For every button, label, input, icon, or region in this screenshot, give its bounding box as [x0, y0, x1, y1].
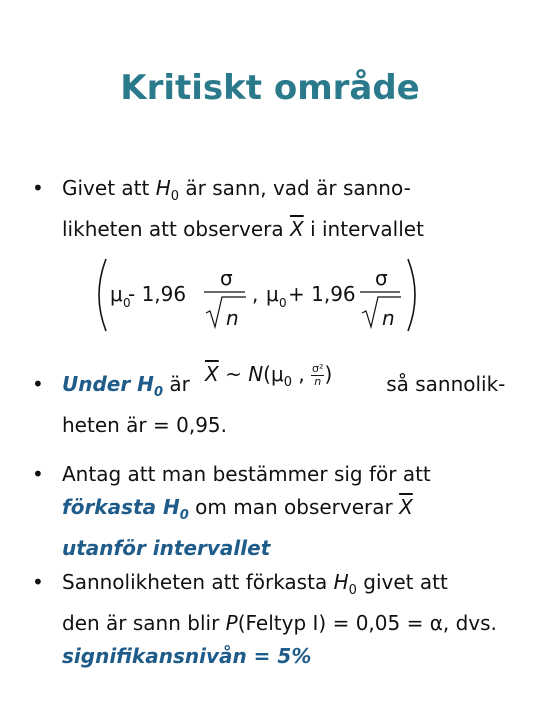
h-symbol: H [333, 570, 349, 594]
n-symbol: n [382, 306, 395, 330]
bullet-dot: • [32, 176, 44, 200]
bullet-3 [32, 458, 532, 565]
mu-subscript: 0 [123, 296, 131, 310]
text: likheten att observera [62, 217, 291, 241]
mu-symbol: μ [266, 282, 279, 306]
xbar-symbol: $\overline{X}$ [290, 217, 304, 241]
h-subscript: 0 [179, 508, 189, 523]
bullet-dot: • [32, 372, 44, 396]
significance-level-label: signifikansnivån = 5% [62, 644, 312, 668]
distribution-expression [205, 362, 332, 390]
xbar-symbol: $\overline{X}$ [205, 362, 219, 386]
p-symbol: P [225, 611, 238, 635]
text: givet att [356, 570, 448, 594]
text: om man observerar [188, 495, 400, 519]
h-subscript: 0 [348, 583, 357, 598]
minus-term: - 1,96 [128, 282, 187, 306]
bullet-4 [32, 566, 532, 673]
normal-symbol: N [248, 362, 264, 386]
n-symbol: n [314, 375, 322, 388]
comma: , [291, 362, 305, 386]
left-paren [99, 259, 106, 331]
variance-fraction [311, 363, 324, 388]
n-symbol: n [226, 306, 239, 330]
xbar-symbol: $\overline{X}$ [399, 495, 413, 519]
mu-subscript: 0 [279, 296, 287, 310]
text: den är sann blir [62, 611, 226, 635]
mu-symbol: (μ [263, 362, 284, 386]
text: (Feltyp I) = 0,05 = α, dvs. [237, 611, 497, 635]
slide-title: Kritiskt område [120, 68, 420, 108]
sigma-squared: σ² [312, 362, 324, 375]
h-subscript: 0 [170, 189, 180, 204]
sigma-symbol: σ [220, 266, 233, 290]
text: är [162, 372, 190, 396]
text: Antag att man bestämmer sig för att [62, 462, 431, 486]
text: i intervallet [303, 217, 424, 241]
interval-formula [92, 255, 422, 335]
text: Sannolikheten att förkasta [62, 570, 334, 594]
under-h0-label: Under H [62, 372, 154, 396]
mu-symbol: μ [110, 282, 123, 306]
bullet-1 [32, 172, 532, 246]
sigma-symbol: σ [375, 266, 388, 290]
tilde: ~ [225, 362, 242, 386]
text: så sannolik- [386, 372, 506, 396]
outside-interval-label: utanför intervallet [62, 536, 271, 560]
plus-term: + 1,96 [288, 282, 356, 306]
text: heten är = 0,95. [62, 413, 227, 437]
text: är sann, vad är sanno- [179, 176, 411, 200]
h-symbol: H [155, 176, 171, 200]
mu-subscript: 0 [283, 375, 292, 390]
reject-h0-label: förkasta H [62, 495, 180, 519]
bullet-dot: • [32, 570, 44, 594]
close-paren: ) [324, 362, 333, 386]
bullet-dot: • [32, 462, 44, 486]
right-paren [408, 259, 415, 331]
comma: , [252, 282, 259, 306]
h-subscript: 0 [153, 385, 163, 400]
text: Givet att [62, 176, 156, 200]
